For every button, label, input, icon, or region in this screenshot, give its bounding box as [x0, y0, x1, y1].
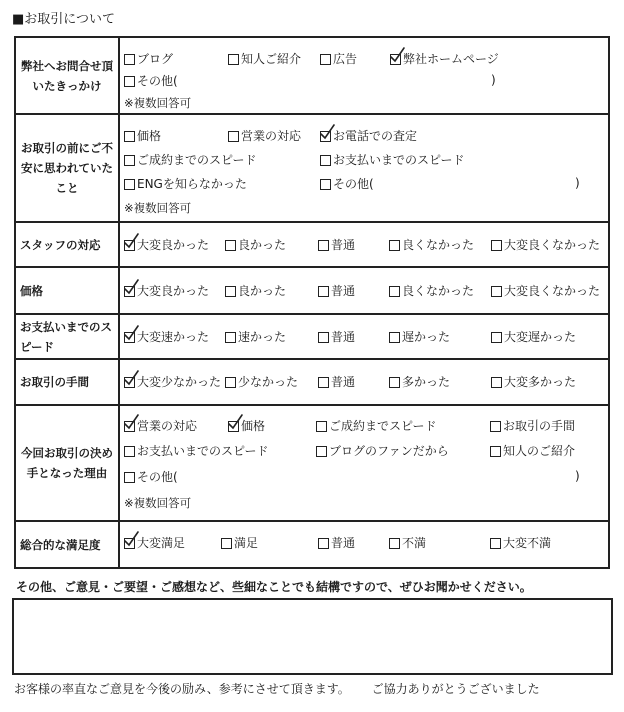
option-very-dissatisfied[interactable]	[490, 535, 551, 551]
option-contract-speed[interactable]	[124, 152, 257, 168]
option-label: 良かった	[238, 238, 287, 252]
option-label: ご成約までのスピード	[137, 153, 257, 167]
option-label: 大変少なかった	[137, 375, 222, 389]
checkmark-icon	[227, 414, 243, 430]
checkbox[interactable]	[316, 446, 327, 457]
row-label: 今回お取引の決め手となった理由	[16, 406, 120, 520]
checkbox[interactable]	[320, 131, 331, 142]
option-very-not-good[interactable]	[491, 283, 600, 299]
option-label: 大変良かった	[137, 238, 210, 252]
option-label: 大変不満	[503, 536, 552, 550]
option-label: 普通	[331, 536, 356, 550]
option-price[interactable]	[228, 418, 265, 434]
checkmark-icon	[123, 531, 139, 547]
checkbox[interactable]	[228, 54, 239, 65]
checkbox[interactable]	[124, 538, 135, 549]
option-label: ご成約までスピード	[329, 419, 437, 433]
checkbox[interactable]	[491, 286, 502, 297]
checkbox[interactable]	[225, 332, 236, 343]
checkbox[interactable]	[124, 446, 135, 457]
option-label: 弊社ホームページ	[403, 52, 499, 66]
survey-form	[14, 36, 610, 569]
option-very-satisfied[interactable]	[124, 535, 185, 551]
checkbox[interactable]	[389, 332, 400, 343]
option-normal[interactable]	[318, 535, 355, 551]
option-label: 価格	[241, 419, 266, 433]
row-label: 価格	[16, 268, 120, 313]
option-label: 普通	[331, 238, 356, 252]
multi-answer-note: ※複数回答可	[124, 96, 192, 110]
option-label: 知人ご紹介	[241, 52, 302, 66]
checkbox[interactable]	[490, 421, 501, 432]
option-not-good[interactable]	[389, 237, 474, 253]
option-other[interactable]	[124, 469, 178, 485]
option-label: 少なかった	[238, 375, 299, 389]
footer	[14, 680, 540, 697]
row-decision-reason	[16, 406, 608, 522]
checkbox[interactable]	[124, 332, 135, 343]
option-payment-speed[interactable]	[320, 152, 465, 168]
multi-answer-note: ※複数回答可	[124, 496, 192, 510]
row-label: 総合的な満足度	[16, 522, 120, 567]
option-blog-fan[interactable]	[316, 443, 449, 459]
option-label: 大変満足	[137, 536, 186, 550]
checkbox[interactable]	[221, 538, 232, 549]
checkbox[interactable]	[124, 377, 135, 388]
multi-answer-note: ※複数回答可	[124, 201, 192, 215]
close-paren: )	[491, 73, 496, 87]
comment-textarea[interactable]	[12, 598, 613, 675]
checkbox[interactable]	[318, 538, 329, 549]
option-other[interactable]	[124, 73, 178, 89]
option-label: 満足	[234, 536, 259, 550]
checkbox[interactable]	[318, 332, 329, 343]
checkbox[interactable]	[225, 240, 236, 251]
option-label: 普通	[331, 375, 356, 389]
option-label: お支払いまでのスピード	[137, 444, 269, 458]
option-label: 価格	[137, 129, 162, 143]
checkbox[interactable]	[491, 240, 502, 251]
option-label: 大変良かった	[137, 284, 210, 298]
checkbox[interactable]	[225, 286, 236, 297]
close-paren: )	[575, 176, 580, 190]
option-label: 良かった	[238, 284, 287, 298]
option-referral[interactable]	[490, 443, 575, 459]
checkbox[interactable]	[228, 131, 239, 142]
row-satisfaction	[16, 522, 608, 567]
option-price[interactable]	[124, 128, 161, 144]
row-inquiry-trigger	[16, 38, 608, 115]
option-very-good[interactable]	[124, 283, 209, 299]
option-satisfied[interactable]	[221, 535, 258, 551]
option-label: その他(	[137, 470, 178, 484]
option-label: お電話での査定	[333, 129, 418, 143]
checkmark-icon	[123, 279, 139, 295]
option-little[interactable]	[225, 374, 298, 390]
option-sales-response[interactable]	[124, 418, 197, 434]
row-label: 弊社へお問合せ頂いたきっかけ	[16, 38, 120, 113]
close-paren: )	[575, 469, 580, 483]
option-label: お支払いまでのスピード	[333, 153, 465, 167]
option-label: 大変遅かった	[504, 330, 577, 344]
option-very-little[interactable]	[124, 374, 221, 390]
checkmark-icon	[123, 233, 139, 249]
option-label: 大変良くなかった	[504, 238, 601, 252]
option-label: 普通	[331, 330, 356, 344]
option-other[interactable]	[320, 176, 374, 192]
checkbox[interactable]	[389, 286, 400, 297]
option-contract-speed[interactable]	[316, 418, 437, 434]
row-price	[16, 268, 608, 315]
checkbox[interactable]	[318, 286, 329, 297]
option-blog[interactable]	[124, 51, 173, 67]
checkbox[interactable]	[124, 421, 135, 432]
option-not-good[interactable]	[389, 283, 474, 299]
option-phone-appraisal[interactable]	[320, 128, 417, 144]
checkbox[interactable]	[389, 538, 400, 549]
checkbox[interactable]	[124, 472, 135, 483]
option-label: 速かった	[238, 330, 287, 344]
comment-prompt: その他、ご意見・ご要望・ご感想など、些細なことでも結構ですので、ぜひお聞かせください。	[16, 580, 532, 594]
option-label: ENGを知らなかった	[137, 177, 247, 191]
checkmark-icon	[123, 414, 139, 430]
checkbox[interactable]	[124, 76, 135, 87]
checkbox[interactable]	[228, 421, 239, 432]
option-label: 大変速かった	[137, 330, 210, 344]
option-good[interactable]	[225, 237, 286, 253]
option-label: 遅かった	[402, 330, 451, 344]
checkbox[interactable]	[320, 155, 331, 166]
row-payment-speed	[16, 315, 608, 360]
row-label: お取引の手間	[16, 360, 120, 404]
option-normal[interactable]	[318, 329, 355, 345]
option-good[interactable]	[225, 283, 286, 299]
option-very-fast[interactable]	[124, 329, 209, 345]
checkbox[interactable]	[490, 446, 501, 457]
option-label: その他(	[137, 74, 178, 88]
checkbox[interactable]	[318, 240, 329, 251]
checkbox[interactable]	[490, 538, 501, 549]
option-label: 不満	[402, 536, 427, 550]
option-much[interactable]	[389, 374, 450, 390]
option-label: 大変多かった	[504, 375, 577, 389]
checkbox[interactable]	[124, 286, 135, 297]
checkmark-icon	[123, 370, 139, 386]
option-label: 営業の対応	[137, 419, 198, 433]
option-label: 良くなかった	[402, 284, 475, 298]
row-label: スタッフの対応	[16, 223, 120, 266]
option-normal[interactable]	[318, 237, 355, 253]
row-effort	[16, 360, 608, 406]
option-slow[interactable]	[389, 329, 450, 345]
option-very-good[interactable]	[124, 237, 209, 253]
option-very-slow[interactable]	[491, 329, 576, 345]
checkbox[interactable]	[316, 421, 327, 432]
checkbox[interactable]	[491, 332, 502, 343]
section-title: ■お取引について	[12, 12, 116, 27]
option-label: 普通	[331, 284, 356, 298]
checkbox[interactable]	[124, 240, 135, 251]
option-label: 知人のご紹介	[503, 444, 576, 458]
option-dissatisfied[interactable]	[389, 535, 426, 551]
option-fast[interactable]	[225, 329, 286, 345]
row-label: お取引の前にご不安に思われていたこと	[16, 115, 120, 221]
checkbox[interactable]	[389, 240, 400, 251]
checkbox[interactable]	[124, 155, 135, 166]
checkbox[interactable]	[491, 377, 502, 388]
option-label: その他(	[333, 177, 374, 191]
checkbox[interactable]	[318, 377, 329, 388]
checkbox[interactable]	[124, 179, 135, 190]
checkbox[interactable]	[390, 54, 401, 65]
row-prior-concerns	[16, 115, 608, 223]
checkbox[interactable]	[389, 377, 400, 388]
checkbox[interactable]	[124, 54, 135, 65]
checkmark-icon	[123, 325, 139, 341]
checkbox[interactable]	[124, 131, 135, 142]
row-staff	[16, 223, 608, 268]
option-very-not-good[interactable]	[491, 237, 600, 253]
option-effort[interactable]	[490, 418, 575, 434]
checkmark-icon	[389, 47, 405, 63]
option-label: 広告	[333, 52, 358, 66]
option-sales-response[interactable]	[228, 128, 301, 144]
checkbox[interactable]	[320, 54, 331, 65]
option-label: ブログのファンだから	[329, 444, 449, 458]
checkbox[interactable]	[320, 179, 331, 190]
row-label: お支払いまでのスピード	[16, 315, 120, 358]
option-label: お取引の手間	[503, 419, 576, 433]
option-normal[interactable]	[318, 374, 355, 390]
option-label: ブログ	[137, 52, 174, 66]
footer-message: お客様の率直なご意見を今後の励み、参考にさせて頂きます。	[14, 682, 350, 696]
option-unknown-eng[interactable]	[124, 176, 247, 192]
option-ad[interactable]	[320, 51, 357, 67]
option-label: 大変良くなかった	[504, 284, 601, 298]
option-payment-speed[interactable]	[124, 443, 269, 459]
option-referral[interactable]	[228, 51, 301, 67]
option-label: 営業の対応	[241, 129, 302, 143]
checkbox[interactable]	[225, 377, 236, 388]
footer-thanks: ご協力ありがとうございました	[371, 682, 540, 696]
option-label: 良くなかった	[402, 238, 475, 252]
checkmark-icon	[319, 124, 335, 140]
option-homepage[interactable]	[390, 51, 499, 67]
option-normal[interactable]	[318, 283, 355, 299]
option-very-much[interactable]	[491, 374, 576, 390]
option-label: 多かった	[402, 375, 451, 389]
